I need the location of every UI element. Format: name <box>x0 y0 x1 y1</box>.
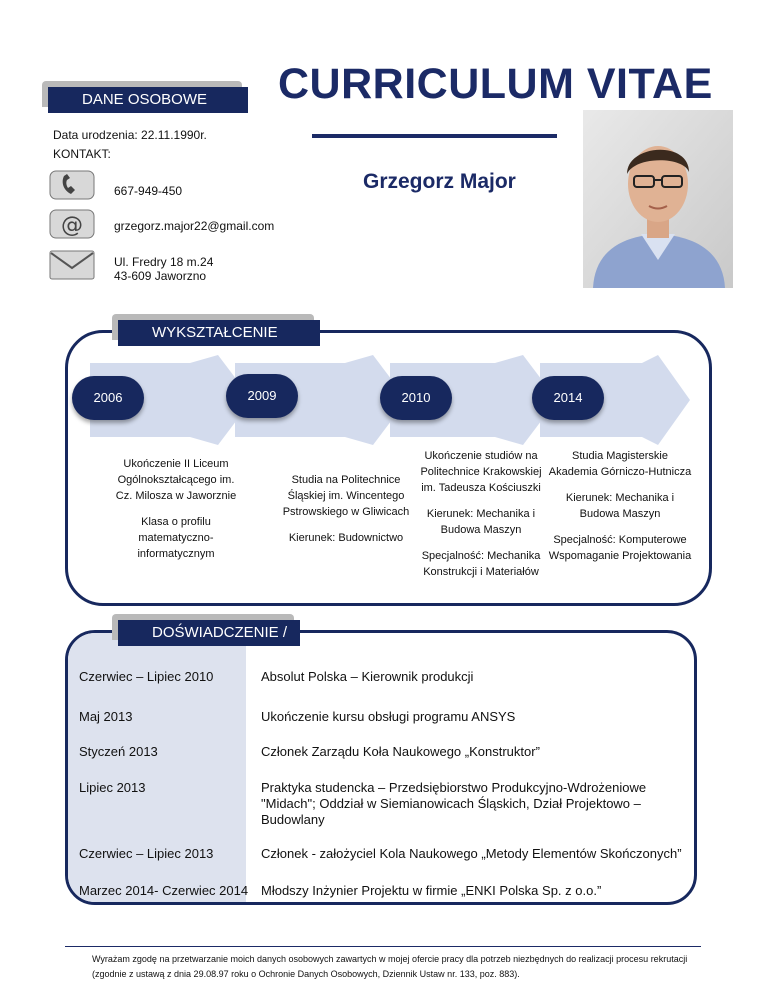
experience-desc: Praktyka studencka – Przedsiębiorstwo Produkcyjno-Wdrożeniowe "Midach"; Oddział w Siemianowicach Śląskich, Dział Projektowo – Budowlany <box>261 780 647 827</box>
education-detail: Klasa o profilu matematyczno-informatycznym <box>137 516 215 560</box>
experience-date: Maj 2013 <box>79 709 133 724</box>
address-line1: Ul. Fredry 18 m.24 <box>114 255 214 269</box>
svg-text:@: @ <box>61 213 83 238</box>
phone-number: 667-949-450 <box>114 184 183 198</box>
experience-desc: Członek Zarządu Koła Naukowego „Konstruktor” <box>261 744 540 759</box>
education-detail: Kierunek: Mechanika i Budowa Maszyn <box>426 508 536 536</box>
birth-date: Data urodzenia: 22.11.1990r. <box>53 128 207 142</box>
section-title-experience: DOŚWIADCZENIE / <box>118 620 300 646</box>
section-title-education: WYKSZTAŁCENIE <box>118 320 320 346</box>
education-detail: Ukończenie II Liceum Ogólnokształcącego im. Cz. Milosza w Jaworznie <box>115 458 237 502</box>
education-detail: Studia na Politechnice Śląskiej im. Wincentego Pstrowskiego w Gliwicach <box>282 474 410 518</box>
education-entry <box>278 472 414 556</box>
experience-desc: Absolut Polska – Kierownik produkcji <box>261 669 474 684</box>
section-title-personal: DANE OSOBOWE <box>48 87 248 113</box>
experience-date: Lipiec 2013 <box>79 780 146 795</box>
education-detail: Studia Magisterskie Akademia Górniczo-Hutnicza <box>548 450 692 478</box>
education-detail: Specjalność: Mechanika Konstrukcji i Materiałów <box>421 550 541 578</box>
year-badge: 2006 <box>72 376 144 420</box>
envelope-icon <box>49 250 95 280</box>
footer-divider <box>65 946 701 947</box>
email: grzegorz.major22@gmail.com <box>114 219 275 233</box>
education-entry <box>416 448 546 590</box>
person-name: Grzegorz Major <box>363 170 516 193</box>
experience-frame <box>65 630 697 905</box>
education-entry <box>548 448 692 574</box>
experience-date: Marzec 2014- Czerwiec 2014 <box>79 883 249 898</box>
section-tab-experience <box>118 620 300 646</box>
section-tab-personal <box>48 87 248 113</box>
experience-desc: Członek - założyciel Kola Naukowego „Metody Elementów Skończonych” <box>261 846 682 861</box>
address-line2: 43-609 Jaworzno <box>114 269 207 283</box>
at-sign-icon <box>49 209 95 239</box>
page-title: CURRICULUM VITAE <box>278 60 713 108</box>
year-badge: 2014 <box>532 376 604 420</box>
education-detail: Kierunek: Mechanika i Budowa Maszyn <box>565 492 675 520</box>
experience-date: Czerwiec – Lipiec 2013 <box>79 846 214 861</box>
phone-icon <box>49 170 95 200</box>
profile-photo <box>583 110 733 288</box>
education-detail: Specjalność: Komputerowe Wspomaganie Projektowania <box>548 534 692 562</box>
consent-clause: Wyrażam zgodę na przetwarzanie moich danych osobowych zawartych w mojej ofercie pracy dla potrzeb niezbędnych do realizacji procesu rekrutacji (zgodnie z ustawą z dnia 29.08.97 roku o Ochronie Danych Osobowych, Dziennik Ustaw nr. 133, poz. 883). <box>92 954 688 979</box>
title-divider <box>312 134 557 138</box>
section-tab-education <box>118 320 320 346</box>
experience-desc: Młodszy Inżynier Projektu w firmie „ENKI Polska Sp. z o.o.” <box>261 883 602 898</box>
experience-date: Styczeń 2013 <box>79 744 158 759</box>
year-badge: 2010 <box>380 376 452 420</box>
contact-label: KONTAKT: <box>53 147 111 161</box>
education-entry <box>108 456 244 572</box>
experience-desc: Ukończenie kursu obsługi programu ANSYS <box>261 709 516 724</box>
education-detail: Kierunek: Budownictwo <box>288 532 404 544</box>
experience-date: Czerwiec – Lipiec 2010 <box>79 669 214 684</box>
education-detail: Ukończenie studiów na Politechnice Krakowskiej im. Tadeusza Kościuszki <box>420 450 542 494</box>
year-badge: 2009 <box>226 374 298 418</box>
